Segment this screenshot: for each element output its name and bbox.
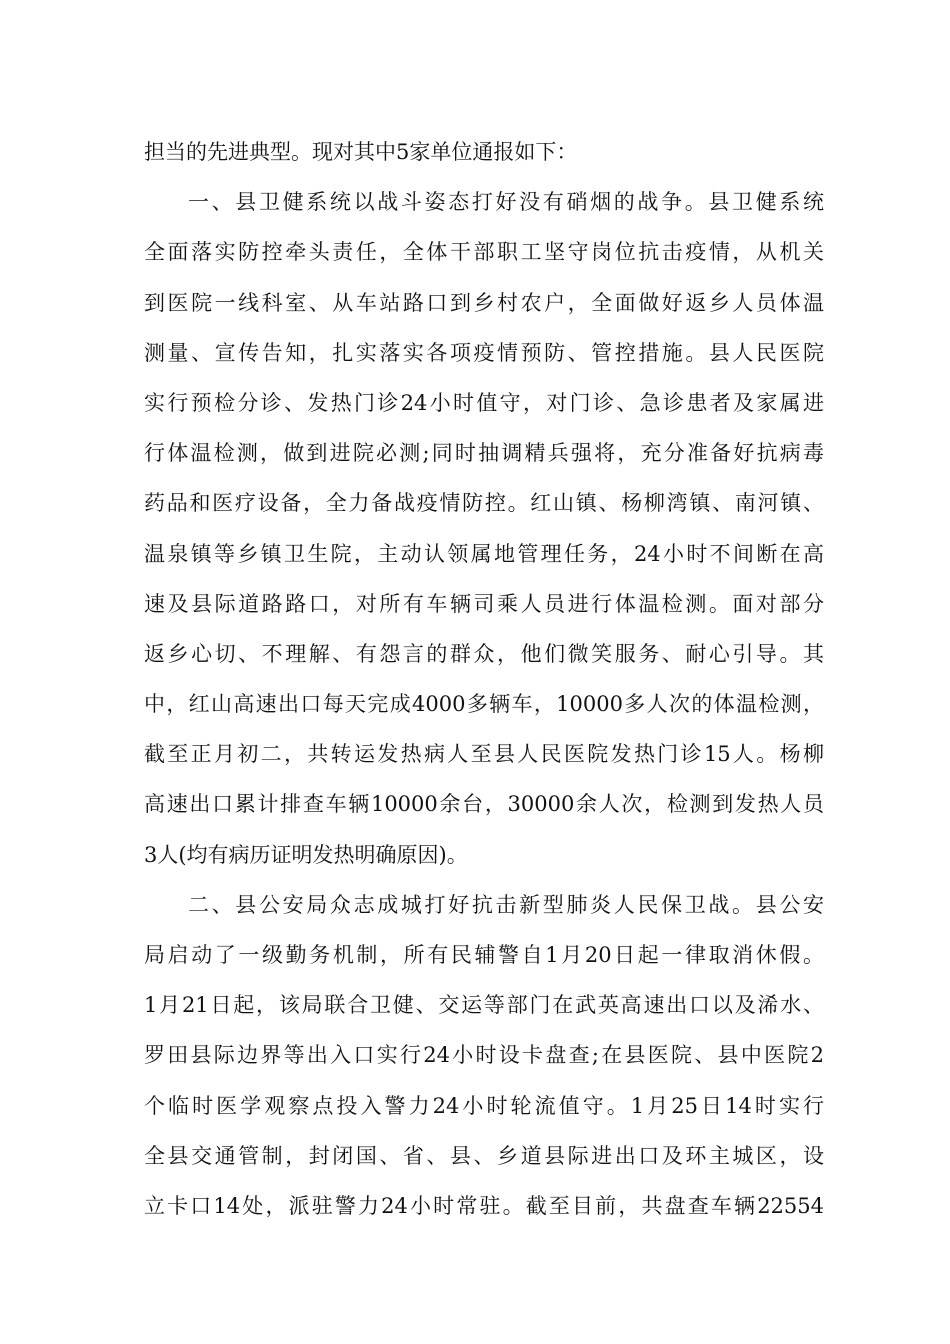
text-line: 到医院一线科室、从车站路口到乡村农户，全面做好返乡人员体温 <box>144 290 824 315</box>
text-line: 1月21日起，该局联合卫健、交运等部门在武英高速出口以及浠水、 <box>144 993 824 1018</box>
text-line: 截至正月初二，共转运发热病人至县人民医院发热门诊15人。杨柳 <box>144 742 824 767</box>
text-line: 立卡口14处，派驻警力24小时常驻。截至目前，共盘查车辆22554 <box>144 1193 824 1218</box>
body-text <box>144 127 824 1231</box>
text-line: 全面落实防控牵头责任，全体干部职工坚守岗位抗击疫情，从机关 <box>144 240 824 265</box>
text-line: 速及县际道路路口，对所有车辆司乘人员进行体温检测。面对部分 <box>144 591 824 616</box>
text-line: 担当的先进典型。现对其中5家单位通报如下： <box>144 140 578 164</box>
paragraph-2-heading-line: 二、县公安局众志成城打好抗击新型肺炎人民保卫战。县公安 <box>188 892 824 917</box>
text-line: 实行预检分诊、发热门诊24小时值守，对门诊、急诊患者及家属进 <box>144 390 824 415</box>
text-line: 药品和医疗设备，全力备战疫情防控。红山镇、杨柳湾镇、南河镇、 <box>144 491 824 516</box>
text-line: 中，红山高速出口每天完成4000多辆车，10000多人次的体温检测， <box>144 692 824 717</box>
text-line: 罗田县际边界等出入口实行24小时设卡盘查;在县医院、县中医院2 <box>144 1043 824 1068</box>
text-line: 高速出口累计排查车辆10000余台，30000余人次，检测到发热人员 <box>144 792 824 817</box>
paragraph-1-heading-line: 一、县卫健系统以战斗姿态打好没有硝烟的战争。县卫健系统 <box>188 190 824 215</box>
text-line: 个临时医学观察点投入警力24小时轮流值守。1月25日14时实行 <box>144 1093 824 1118</box>
text-line: 温泉镇等乡镇卫生院，主动认领属地管理任务，24小时不间断在高 <box>144 541 824 566</box>
text-line: 返乡心切、不理解、有怨言的群众，他们微笑服务、耐心引导。其 <box>144 641 824 666</box>
text-line: 测量、宣传告知，扎实落实各项疫情预防、管控措施。县人民医院 <box>144 340 824 365</box>
text-line: 行体温检测，做到进院必测;同时抽调精兵强将，充分准备好抗病毒 <box>144 441 824 466</box>
text-line: 全县交通管制，封闭国、省、县、乡道县际进出口及环主城区，设 <box>144 1143 824 1168</box>
text-line: 3人(均有病历证明发热明确原因)。 <box>144 842 468 867</box>
text-line: 局启动了一级勤务机制，所有民辅警自1月20日起一律取消休假。 <box>144 943 824 967</box>
